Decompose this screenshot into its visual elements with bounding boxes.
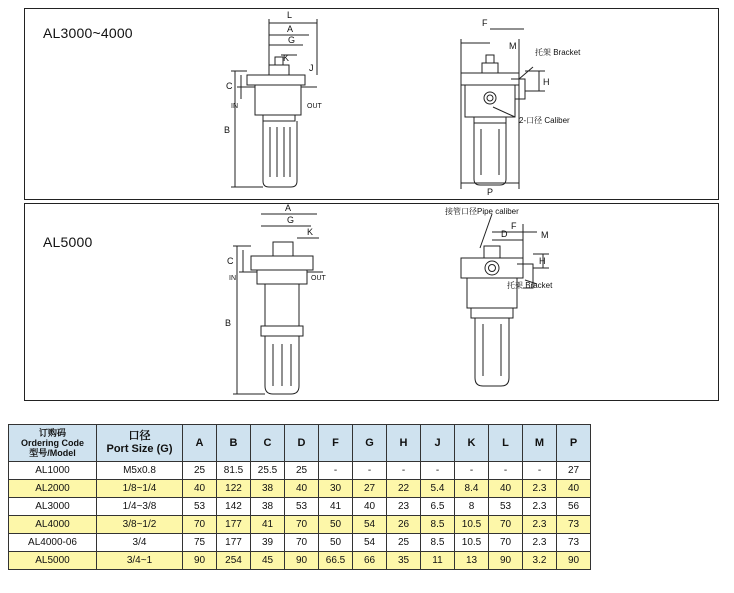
dim-cell-c: 45 — [251, 552, 285, 570]
dim-cell-l: 53 — [489, 498, 523, 516]
dim-label-l: L — [287, 10, 293, 20]
caliber-label: 2-口径 Caliber — [519, 116, 570, 125]
dim-cell-p: 90 — [557, 552, 591, 570]
header-col-f: F — [319, 425, 353, 462]
dim-cell-h: - — [387, 462, 421, 480]
dim-label-b: B — [225, 318, 232, 328]
dim-label-h: H — [543, 77, 550, 87]
dim-cell-l: 70 — [489, 534, 523, 552]
dim-label-h: H — [539, 256, 546, 266]
dim-cell-p: 56 — [557, 498, 591, 516]
model-cell: AL4000 — [9, 516, 97, 534]
dim-cell-f: 66.5 — [319, 552, 353, 570]
dim-label-j: J — [309, 63, 314, 73]
dim-cell-c: 41 — [251, 516, 285, 534]
header-code-en: Ordering Code — [20, 438, 84, 448]
dim-label-m: M — [509, 41, 517, 51]
dim-cell-m: 2.3 — [523, 498, 557, 516]
dim-cell-k: 8 — [455, 498, 489, 516]
dim-label-g: G — [288, 35, 296, 45]
header-col-k: K — [455, 425, 489, 462]
header-ordering-code — [9, 425, 97, 462]
dim-label-a: A — [285, 204, 292, 213]
front-view-lubricator — [461, 29, 545, 189]
dim-cell-p: 27 — [557, 462, 591, 480]
spec-table — [8, 424, 591, 570]
al3000-4000-drawing — [25, 9, 718, 199]
dim-cell-j: 11 — [421, 552, 455, 570]
port-label-out: OUT — [311, 275, 326, 282]
dim-cell-j: 8.5 — [421, 534, 455, 552]
dim-label-a: A — [287, 24, 294, 34]
model-cell: AL4000-06 — [9, 534, 97, 552]
dim-cell-h: 25 — [387, 534, 421, 552]
table-row — [9, 480, 591, 498]
dim-cell-f: 41 — [319, 498, 353, 516]
dim-cell-b: 81.5 — [217, 462, 251, 480]
model-cell: AL3000 — [9, 498, 97, 516]
dim-cell-l: 40 — [489, 480, 523, 498]
dim-cell-l: 70 — [489, 516, 523, 534]
header-col-a: A — [183, 425, 217, 462]
drawing-panel-al3000-4000 — [24, 8, 719, 200]
dim-cell-a: 75 — [183, 534, 217, 552]
dim-cell-d: 70 — [285, 534, 319, 552]
header-port-en: Port Size (G) — [106, 443, 173, 455]
header-model-cn: 型号/Model — [29, 448, 76, 458]
model-cell: AL5000 — [9, 552, 97, 570]
header-col-c: C — [251, 425, 285, 462]
header-col-m: M — [523, 425, 557, 462]
dim-cell-a: 40 — [183, 480, 217, 498]
dim-cell-c: 38 — [251, 498, 285, 516]
front-view-lubricator — [461, 214, 549, 386]
dim-cell-m: 2.3 — [523, 480, 557, 498]
port-size-cell: 3/8~1/2 — [97, 516, 183, 534]
header-col-p: P — [557, 425, 591, 462]
dim-cell-c: 25.5 — [251, 462, 285, 480]
dim-cell-k: 10.5 — [455, 534, 489, 552]
dim-cell-h: 26 — [387, 516, 421, 534]
dim-cell-j: 8.5 — [421, 516, 455, 534]
port-label-in: IN — [229, 275, 236, 282]
header-col-d: D — [285, 425, 319, 462]
dim-cell-l: 90 — [489, 552, 523, 570]
drawing-panel-al5000 — [24, 203, 719, 401]
dim-cell-l: - — [489, 462, 523, 480]
dim-cell-c: 39 — [251, 534, 285, 552]
al5000-drawing — [25, 204, 718, 400]
dim-cell-g: 54 — [353, 534, 387, 552]
port-size-cell: 3/4~1 — [97, 552, 183, 570]
table-header-row — [9, 425, 591, 462]
dim-label-p: P — [487, 187, 494, 197]
dim-cell-a: 70 — [183, 516, 217, 534]
dim-cell-a: 25 — [183, 462, 217, 480]
dim-cell-h: 23 — [387, 498, 421, 516]
dim-cell-h: 35 — [387, 552, 421, 570]
dim-cell-b: 122 — [217, 480, 251, 498]
bracket-label: 托架 Bracket — [507, 281, 553, 290]
dim-cell-b: 177 — [217, 534, 251, 552]
table-row — [9, 534, 591, 552]
dim-cell-m: 3.2 — [523, 552, 557, 570]
side-view-lubricator — [233, 214, 323, 394]
dim-cell-f: - — [319, 462, 353, 480]
side-view-lubricator — [231, 19, 317, 187]
dim-cell-k: 13 — [455, 552, 489, 570]
dim-cell-d: 70 — [285, 516, 319, 534]
dim-cell-g: 66 — [353, 552, 387, 570]
port-size-cell: 3/4 — [97, 534, 183, 552]
header-col-j: J — [421, 425, 455, 462]
dim-cell-k: 8.4 — [455, 480, 489, 498]
port-label-in: IN — [231, 103, 238, 110]
spec-table-body — [9, 462, 591, 570]
header-col-b: B — [217, 425, 251, 462]
header-col-h: H — [387, 425, 421, 462]
dim-label-k: K — [307, 227, 314, 237]
port-size-cell: 1/8~1/4 — [97, 480, 183, 498]
port-size-cell: 1/4~3/8 — [97, 498, 183, 516]
dim-label-f: F — [482, 18, 488, 28]
header-port-size — [97, 425, 183, 462]
panel-title: AL5000 — [43, 234, 93, 250]
header-col-g: G — [353, 425, 387, 462]
dim-cell-a: 53 — [183, 498, 217, 516]
pipe-caliber-label: 接管口径Pipe caliber — [445, 207, 519, 216]
dim-cell-g: - — [353, 462, 387, 480]
dim-cell-p: 73 — [557, 516, 591, 534]
table-row — [9, 552, 591, 570]
dim-label-m: M — [541, 230, 549, 240]
dim-cell-g: 40 — [353, 498, 387, 516]
dim-cell-m: - — [523, 462, 557, 480]
dim-cell-h: 22 — [387, 480, 421, 498]
dim-cell-f: 30 — [319, 480, 353, 498]
dim-cell-d: 90 — [285, 552, 319, 570]
dim-cell-b: 177 — [217, 516, 251, 534]
dim-cell-c: 38 — [251, 480, 285, 498]
dim-cell-j: 6.5 — [421, 498, 455, 516]
dim-label-c: C — [227, 256, 234, 266]
model-cell: AL2000 — [9, 480, 97, 498]
dim-label-g: G — [287, 215, 295, 225]
dim-cell-k: 10.5 — [455, 516, 489, 534]
dim-cell-m: 2.3 — [523, 534, 557, 552]
dim-cell-d: 40 — [285, 480, 319, 498]
dim-cell-b: 142 — [217, 498, 251, 516]
dim-cell-j: 5.4 — [421, 480, 455, 498]
dim-cell-j: - — [421, 462, 455, 480]
dim-cell-d: 53 — [285, 498, 319, 516]
port-label-out: OUT — [307, 103, 322, 110]
dim-cell-p: 73 — [557, 534, 591, 552]
model-cell: AL1000 — [9, 462, 97, 480]
dim-cell-b: 254 — [217, 552, 251, 570]
dim-label-k: K — [283, 53, 290, 63]
dim-cell-g: 54 — [353, 516, 387, 534]
port-size-cell: M5x0.8 — [97, 462, 183, 480]
header-col-l: L — [489, 425, 523, 462]
dim-label-b: B — [224, 125, 231, 135]
dim-cell-f: 50 — [319, 516, 353, 534]
dim-cell-k: - — [455, 462, 489, 480]
dim-cell-p: 40 — [557, 480, 591, 498]
dim-cell-f: 50 — [319, 534, 353, 552]
table-row — [9, 462, 591, 480]
header-code-cn: 订购码 — [38, 428, 66, 438]
dim-cell-g: 27 — [353, 480, 387, 498]
bracket-label: 托架 Bracket — [535, 48, 581, 57]
dim-label-f: F — [511, 221, 517, 231]
dim-cell-m: 2.3 — [523, 516, 557, 534]
header-port-cn: 口径 — [128, 430, 151, 442]
dim-label-c: C — [226, 81, 233, 91]
table-row — [9, 498, 591, 516]
dim-label-d: D — [501, 229, 508, 239]
dim-cell-a: 90 — [183, 552, 217, 570]
panel-title: AL3000~4000 — [43, 25, 133, 41]
table-row — [9, 516, 591, 534]
dim-cell-d: 25 — [285, 462, 319, 480]
